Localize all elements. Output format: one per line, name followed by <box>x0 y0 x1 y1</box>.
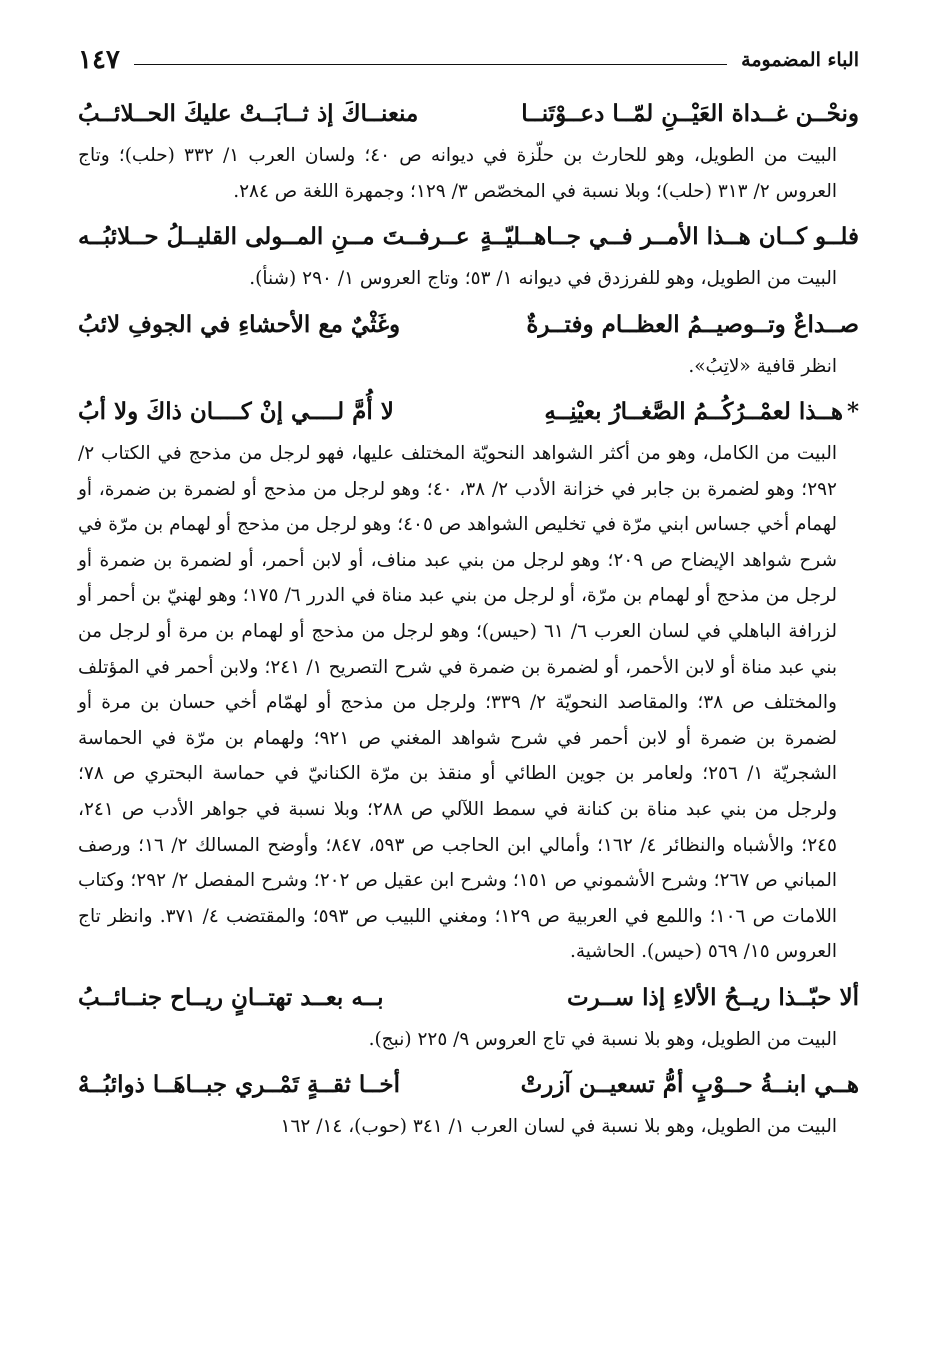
verse <box>78 976 859 1022</box>
verse-second-hemistich: منعنــاكَ إذ ثــابَــتْ عليكَ الحــلائــبُ <box>78 100 419 127</box>
verse-second-hemistich: عــرفــتَ مــنِ المــولى القليــلُ حــلائبُــه <box>78 223 470 250</box>
verse-first-hemistich: ألا حبّــذا ريــحُ الألاءِ إذا ســرت <box>566 983 859 1011</box>
verse <box>78 390 859 436</box>
header-rule <box>134 64 727 65</box>
verse-first-hemistich: ونحْــن غــداة العَيْــنِ لمّــا دعــوْتَنــا <box>521 100 859 127</box>
star-marker: * <box>846 398 859 425</box>
page-header <box>78 42 859 78</box>
verse-second-hemistich: بــه بعــد تهتــانٍ ريــاح جنــائــبُ <box>78 983 384 1011</box>
verse-note: البيت من الطويل، وهو للحارث بن حلّزة في ديوانه ص ٤٠؛ ولسان العرب ١/ ٣٣٢ (حلب)؛ وتاج العروس ٢/ ٣١٣ (حلب)؛ وبلا نسبة في المخصّص ٣/ ١٢٩؛ وجمهرة اللغة ص ٢٨٤. <box>78 145 837 202</box>
verse-first-hemistich: صــداعٌ وتــوصيــمُ العظــام وفتــرةٌ <box>526 310 859 338</box>
page-content <box>78 92 859 1151</box>
verse-first-hemistich-text: هــذا لعمْــرُكُــمُ الصَّغــارُ بعيْنِــهِ <box>544 398 843 425</box>
verse-second-hemistich: أخــا ثقــةٍ تَمْــري جبــاهَــا ذوائبُــهْ <box>78 1071 400 1099</box>
verse-note: البيت من الكامل، وهو من أكثر الشواهد النحويّة المختلف عليها، فهو لرجل من مذحج في الكتاب ٢/ ٢٩٢؛ وهو لضمرة بن جابر في خزانة الأدب ٢/ ٣٨، ٤٠؛ وهو لرجل من مذحج أو لضمرة بن ضمرة، أو لهمام أخي جساس ابني مرّة في تخليص الشواهد ص ٤٠٥؛ وهو لرجل من مذحج أو لهمام بن مرّة في شرح شواهد الإيضاح ص ٢٠٩؛ وهو لرجل من بني عبد مناف، أو لابن أحمر، أو لضمرة بن ضمرة أو لرجل من مذحج أو لهمام بن مرّة، أو لرجل من بني عبد مناة في الدرر ٦/ ١٧٥؛ وهو لهنيّ بن أحمر أو لزرافة الباهلي في لسان العرب ٦/ ٦١ (حيس)؛ وهو لرجل من مذحج أو لهمام بن مرة أو لرجل من بني عبد مناة أو لابن الأحمر، أو لضمرة بن ضمرة في شرح التصريح ١/ ٢٤١؛ ولابن أحمر في المؤتلف والمختلف ص ٣٨؛ والمقاصد النحويّة ٢/ ٣٣٩؛ ولرجل من مذحج أو لهمّام أخي حسان بن مرة أو لضمرة بن ضمرة أو لابن أحمر في شرح شواهد المغني ص ٩٢١؛ ولهمام بن مرّة في الحماسة الشجريّة ١/ ٢٥٦؛ ولعامر بن جوين الطائي أو منقذ بن مرّة الكنانيّ في حماسة البحتري ص ٧٨؛ ولرجل من بني عبد مناة بن كنانة في سمط اللآلي ص ٢٨٨؛ وبلا نسبة في جواهر الأدب ص ٢٤١، ٢٤٥؛ والأشباه والنظائر ٤/ ١٦٢؛ وأمالي ابن الحاجب ص ٥٩٣، ٨٤٧؛ وأوضح المسالك ٢/ ١٦؛ ورصف المباني ص ٢٦٧؛ وشرح الأشموني ص ١٥١؛ وشرح ابن عقيل ص ٢٠٢؛ وشرح المفصل ٢/ ٢٩٢؛ وكتاب اللامات ص ١٠٦؛ واللمع في العربية ص ١٢٩؛ ومغني اللبيب ص ٥٩٣؛ والمقتضب ٤/ ٣٧١. وانظر تاج العروس ١٥/ ٥٦٩ (حيس). الحاشية. <box>78 443 838 963</box>
verse <box>78 1063 859 1109</box>
page-number: ١٤٧ <box>78 45 120 75</box>
verse-note: البيت من الطويل، وهو بلا نسبة في لسان العرب ١/ ٣٤١ (حوب)، ١٤/ ١٦٢ <box>280 1116 837 1138</box>
verse <box>78 215 859 261</box>
verse-note: البيت من الطويل، وهو للفرزدق في ديوانه ١/ ٥٣؛ وتاج العروس ١/ ٢٩٠ (شنأ). <box>249 268 837 289</box>
verse-first-hemistich: هــي ابنــةُ حــوْبٍ أمُّ تسعيــن آزرتْ <box>520 1071 859 1099</box>
verse-first-hemistich: فلــو كــان هــذا الأمــر فــي جــاهــليّــةٍ <box>480 223 859 250</box>
verse <box>78 92 859 138</box>
verse-note: انظر قافية «لاتِبُ». <box>688 355 837 377</box>
verse <box>78 303 859 349</box>
verse-second-hemistich: لا أُمَّ لــــي إنْ كــــان ذاكَ ولا أبُ <box>78 398 394 425</box>
verse-note: البيت من الطويل، وهو بلا نسبة في تاج العروس ٩/ ٢٢٥ (نبج). <box>368 1028 837 1050</box>
verse-first-hemistich <box>544 390 859 434</box>
verse-second-hemistich: وغَثْيٌ مع الأحشاءِ في الجوفِ لائبُ <box>78 310 401 338</box>
running-title: الباء المضمومة <box>741 49 859 71</box>
